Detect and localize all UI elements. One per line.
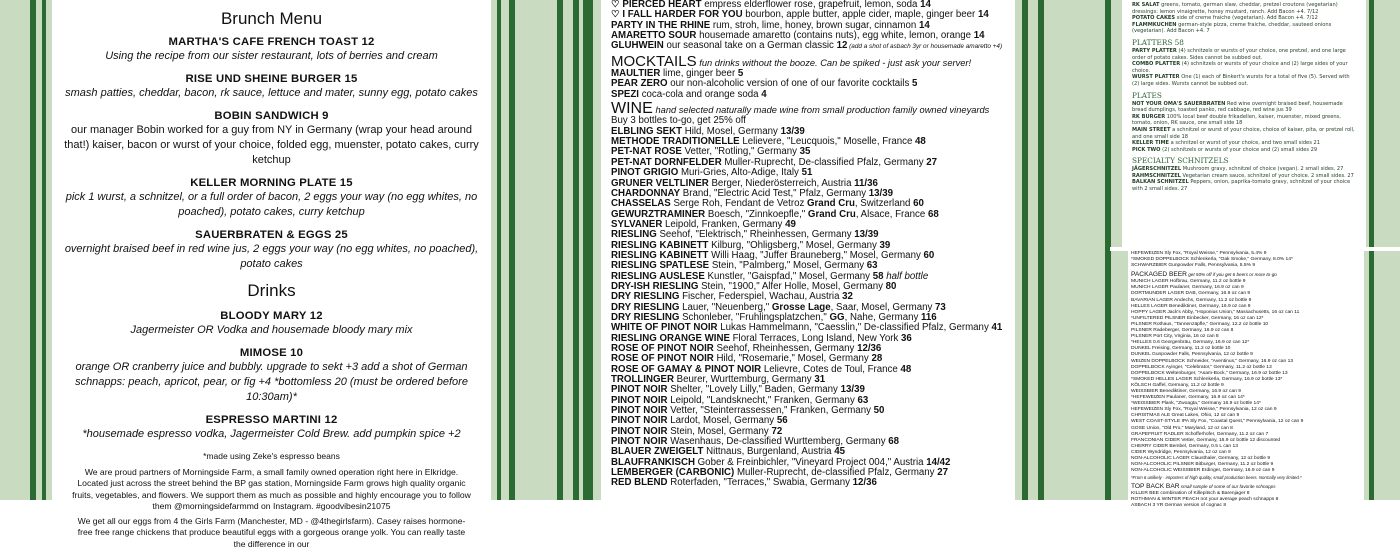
wine-name: ELBLING SEKT xyxy=(611,125,683,137)
packaged-beer-line: HEFEWEIZEN Sly Fox, "Royal Weisse," Pennsylvania, 12 oz can 9 xyxy=(1131,407,1277,413)
wine-description: Hild, Mosel, Germany xyxy=(682,125,781,137)
packaged-beer-line: GRAPEFRUIT RADLER Schofferhofer, Germany, 11.2 oz can 7 xyxy=(1131,431,1269,437)
plates-list xyxy=(1132,101,1358,154)
packaged-beer-list xyxy=(1131,279,1360,474)
mocktail-line xyxy=(611,90,1015,100)
plate-description: Red wine overnight braised beef, housemade bread dumplings, toasted panko, red cabbage, red wine jus 39 xyxy=(1132,100,1343,114)
wine-price: 45 xyxy=(834,446,846,458)
packaged-beer-line: *HEFEWEIZEN Paulaner, Germany, 16.9 oz can 14* xyxy=(1131,395,1245,401)
schnitzels-heading: SPECIALTY SCHNITZELS xyxy=(1132,156,1229,166)
drinks-title: Drinks xyxy=(247,281,296,300)
cocktail-price: 14 xyxy=(977,9,989,21)
wine-list xyxy=(611,127,1015,489)
draft-beer-line: HEFEWEIZEN Sly Fox, "Royal Weisse," Pennsylvania, 5.4% 9 xyxy=(1131,251,1267,256)
wine-description: Lauer, "Neuenberg," xyxy=(679,301,772,313)
schnitzel-line xyxy=(1132,173,1358,180)
side-name: FLAMMKUCHEN xyxy=(1132,21,1177,28)
platter-name: WURST PLATTER xyxy=(1132,74,1180,81)
brunch-drinks-menu xyxy=(52,0,491,549)
mocktails-subtitle: fun drinks without the booze. Can be spiked - just ask your server! xyxy=(699,57,972,68)
schnitzel-line xyxy=(1132,179,1358,192)
wine-designation: Grand Cru xyxy=(807,198,855,210)
farm-partner-paragraph: We are proud partners of Morningside Farm, a small family owned operation right here in Elkridge. Located just across the street behind the BP gas station, Morningside Farm grows high quality organic fruits, vegetables, and flowers. We support them as much as possible and highly encourage you to follow them @morningsidefarmmd on Instagram. #goodvibesin21075 xyxy=(72,467,471,511)
cocktail-price: 14 xyxy=(918,19,930,31)
wine-description: Seehof, Rheinhessen, Germany xyxy=(713,343,858,354)
packaged-beer-line: MUNICH LAGER Paulaner, Germany, 16.9 oz can 9 xyxy=(1131,285,1244,291)
wine-price: 68 xyxy=(888,436,900,448)
wine-price: 56 xyxy=(776,415,788,427)
drink-item-name: ESPRESSO MARTINI 12 xyxy=(205,414,338,426)
wine-price: 39 xyxy=(879,239,891,251)
wine-price: 14/42 xyxy=(926,456,951,468)
packaged-beer-line: HELLES LAGER Benediktiner, Germany, 16.9 oz can 9 xyxy=(1131,303,1251,309)
wine-price: 13/39 xyxy=(868,187,894,199)
wine-description: Vetter, "Rotling," Germany xyxy=(681,146,800,158)
brunch-item-description: smash patties, cheddar, bacon, rk sauce, lettuce and mater, sunny egg, potato cakes xyxy=(65,87,478,99)
cocktail-name: GLUHWEIN xyxy=(611,40,664,52)
wine-price: 48 xyxy=(900,363,912,375)
packaged-beer-line: *HELLES 0.6 Georgenbräu, Germany, 16.9 oz can 12* xyxy=(1131,340,1250,346)
draft-beer-list xyxy=(1131,251,1360,269)
importer-footnote: *From 6 unlikely - importers of high quality, small production beers. Normally very limited.* xyxy=(1131,475,1302,481)
green-border-mid-left-b xyxy=(509,0,515,500)
schnitzel-line xyxy=(1132,166,1358,173)
wine-price: 48 xyxy=(915,136,926,148)
wine-name: GEWURZTRAMINER xyxy=(611,208,706,220)
platters-list xyxy=(1132,48,1358,88)
wine-subtitle: hand selected naturally made wine from small production family owned vineyards xyxy=(655,105,990,116)
wine-name: DRY RIESLING xyxy=(611,301,680,313)
packaged-beer-line: DUNKEL Freising, Germany, 11.2 oz bottle 10 xyxy=(1131,346,1231,352)
wine-description: Gober & Freinbichler, "Vineyard Project 004," Austria xyxy=(694,456,927,468)
side-name: RK SALAT xyxy=(1132,2,1160,8)
beer-menu xyxy=(1128,251,1364,509)
wine-description: Muller-Ruprecht, de-classified Pfalz, Germany xyxy=(734,467,938,479)
wine-description: Berger, Niederösterreich, Austria xyxy=(708,177,855,189)
platter-line xyxy=(1132,74,1358,87)
mocktail-price: 5 xyxy=(912,78,918,90)
platter-name: COMBO PLATTER xyxy=(1132,61,1181,68)
wine-name: DRY RIESLING xyxy=(611,291,680,303)
wine-description: Serge Roh, Fendant de Vetroz xyxy=(670,198,807,210)
wine-description: Muller-Ruprecht, De-classified Pfalz, Germany xyxy=(721,156,927,168)
schnapps-line: KILLER BEE combination of Killepitsch & Barenjager 8 xyxy=(1131,491,1250,497)
cocktail-add-on: (add a shot of asbach 3yr or housemade amaretto +4) xyxy=(847,43,1003,51)
packaged-beer-line: PILSNER Rothaus, "Tannenzäpfle," Germany, 12.2 oz bottle 10 xyxy=(1131,321,1269,327)
platter-line xyxy=(1132,48,1358,61)
wine-description: Wasenhaus, De-classified Wurttemberg, Germany xyxy=(667,436,889,448)
platter-description: One (1) each of Binkert's wursts for a total of five (5). Served with (2) large sides. Wursts cannot be subbed out. xyxy=(1132,74,1350,87)
green-border-left-inner xyxy=(42,0,46,500)
wine-description: Fischer, Federspiel, Wachau, Austria xyxy=(679,291,843,303)
wine-price: 41 xyxy=(991,322,1003,334)
cocktail-name: ♡ I FALL HARDER FOR YOU xyxy=(611,9,743,21)
mocktail-name: MAULTIER xyxy=(611,68,661,80)
wine-description: Nittnaus, Burgenland, Austria xyxy=(703,446,835,458)
wine-price: 35 xyxy=(799,146,811,158)
brunch-item xyxy=(52,73,491,101)
mocktail-description: coca-cola and orange soda xyxy=(639,88,762,100)
drink-item-description: Jagermeister OR Vodka and housemade bloody mary mix xyxy=(130,324,413,336)
wine-price: 12/36 xyxy=(857,343,882,354)
green-border-right-a xyxy=(1022,0,1028,500)
wine-name: DRY RIESLING xyxy=(611,311,680,323)
wine-name: PINOT NOIR xyxy=(611,405,668,417)
side-description: german-style pizza, creme fraiche, cheddar, sauteed onions (vegetarian). Add Bacon +4. 7 xyxy=(1132,21,1332,35)
side-description: side of creme fraiche (vegetarian). Add Bacon +4. 7/12 xyxy=(1175,15,1318,22)
wine-name: RIESLING SPATLESE xyxy=(611,260,710,272)
wine-note: half bottle xyxy=(883,270,929,282)
schnitzel-name: JÄGERSCHNITZEL xyxy=(1132,166,1182,173)
wine-buy-offer: Buy 3 bottles to-go, get 25% off xyxy=(611,115,746,127)
wine-description: Hild, "Rosemarie," Mosel, Germany xyxy=(713,353,872,365)
wine-name: RIESLING AUSLESE xyxy=(611,270,705,282)
drink-item xyxy=(52,310,491,338)
mocktails-title: MOCKTAILS xyxy=(611,52,697,70)
side-line xyxy=(1132,2,1358,15)
wine-name: PINOT NOIR xyxy=(611,425,668,437)
wine-name: BLAUER ZWEIGELT xyxy=(611,446,704,458)
wine-name: CHASSELAS xyxy=(611,198,671,210)
wine-description: Lelievre, Cotes de Toul, France xyxy=(761,363,901,375)
wine-description: Boesch, "Zinnkoepfle," xyxy=(705,208,808,220)
packaged-beer-line: GOSE Union, "Old Pro," Maryland, 12 oz can 8 xyxy=(1131,425,1233,431)
wine-price: 80 xyxy=(885,280,897,292)
top-back-bar-title: TOP BACK BAR xyxy=(1131,483,1180,491)
schnapps-line: ASBACH 3 YR German version of cognac 8 xyxy=(1131,503,1227,509)
plate-line xyxy=(1132,114,1358,127)
wine-name: SYLVANER xyxy=(611,218,663,230)
wine-description: Muri-Gries, Alto-Adige, Italy xyxy=(678,167,802,179)
brunch-item-description: our manager Bobin worked for a guy from NY in Germany (wrap your head around that!) kaiser, bacon or wurst of your choice, folded egg, muenster, potato cakes, curry ketchup xyxy=(64,124,479,166)
side-description: greens, tomato, german slaw, cheddar, pretzel croutons (vegetarian) dressings: lemon vinaigrette, honey mustard, ranch. Add Bacon +4. 7/12 xyxy=(1132,2,1338,15)
wine-name: DRY-ISH RIESLING xyxy=(611,280,699,292)
wine-region: , Switzerland xyxy=(854,198,914,210)
food-menu xyxy=(1122,0,1366,247)
wine-description: Beurer, Wurttemburg, Germany xyxy=(673,374,815,386)
plate-name: RK BURGER xyxy=(1132,113,1166,120)
brunch-item-description: overnight braised beef in red wine jus, 2 eggs your way (no egg whites, no poached), potato cakes xyxy=(64,243,479,270)
egg-farm-paragraph: We get all our eggs from 4 the Girls Farm (Manchester, MD - @4thegirlsfarm). Casey raises hormone-free free range chickens that produce beautiful eggs with a gorgeous orange yolk. You can really taste the difference in our xyxy=(77,516,466,549)
wine-name: PINOT NOIR xyxy=(611,394,668,406)
plate-description: a schnitzel or wurst of your choice, choice of kaiser, pita, or pretzel roll, and one small side 18 xyxy=(1132,126,1355,140)
wine-description: Leipold, Franken, Germany xyxy=(662,218,786,230)
green-border-mid-right-c xyxy=(583,0,593,500)
cocktail-price: 12 xyxy=(836,40,848,52)
cocktail-description: bourbon, apple butter, apple cider, maple, ginger beer xyxy=(742,9,978,21)
wine-name: ROSE OF PINOT NOIR xyxy=(611,353,714,365)
drink-item xyxy=(52,414,491,442)
wine-description: Vetter, "Steinterrassessen," Franken, Germany xyxy=(667,405,874,417)
wine-price: 60 xyxy=(913,198,924,210)
mocktail-name: PEAR ZERO xyxy=(611,78,668,90)
packaged-beer-line: NON-ALCOHOLIC WEISSBIER Erdinger, Germany, 16.9 oz can 9 xyxy=(1131,468,1275,474)
wine-price: 50 xyxy=(873,405,885,417)
wine-price: 49 xyxy=(785,218,796,230)
wine-designation: Grand Cru xyxy=(807,208,856,220)
brunch-items xyxy=(52,36,491,272)
plate-description: 100% local beef double frikadellen, kaiser, muenster, mixed greens, tomato, onion, RK sauce, one small side 18 xyxy=(1132,113,1341,127)
salads-sides-list xyxy=(1132,2,1358,35)
wine-price: 11/36 xyxy=(854,177,878,189)
wine-description: Schonleber, "Fruhlingsplatzchen," xyxy=(679,311,830,323)
cocktail-description: rum, stroh, lime, honey, brown sugar, cinnamon xyxy=(710,19,919,31)
brunch-item-name: MARTHA'S CAFE FRENCH TOAST 12 xyxy=(168,36,375,48)
cocktail-name: ♡ PIERCED HEART xyxy=(611,0,702,10)
draft-beer-line: *SMOKED DOPPELBOCK Schlenkerla, "Oak Smoke," Germany, 8.0% 14* xyxy=(1131,257,1293,263)
green-border-mid-right-b xyxy=(573,0,579,500)
wine-price: 28 xyxy=(871,353,883,365)
wine-name: WHITE OF PINOT NOIR xyxy=(611,322,718,334)
packaged-beer-line: WEST COAST-STYLE IPA Sly Fox, "Coastal Quest," Pennsylvania, 12 oz can 9 xyxy=(1131,419,1304,425)
platter-description: (4) schnitzels or wursts of your choice and (2) large sides of your choice. xyxy=(1132,61,1348,74)
wine-price: 58 xyxy=(872,270,884,282)
wine-name: PET-NAT ROSE xyxy=(611,146,682,158)
wine-price: 31 xyxy=(814,374,826,386)
wine-price: 73 xyxy=(935,301,946,313)
top-back-bar-subtitle: small sample of some of our favorite schnapps xyxy=(1179,484,1276,490)
packaged-beer-line: DORTMUNDER LAGER DAB, Germany, 16.9 oz can 9 xyxy=(1131,291,1251,297)
wine-price: 116 xyxy=(921,311,937,323)
wine-name: ROSE OF PINOT NOIR xyxy=(611,343,714,354)
mocktail-list xyxy=(611,69,1015,100)
packaged-beer-line: KÖLSCH Gaffel, Germany, 11.2 oz bottle 9 xyxy=(1131,382,1224,388)
packaged-beer-line: PILSNER Port City, Virginia, 16 oz can 8 xyxy=(1131,334,1219,340)
wine-price: 68 xyxy=(927,208,939,220)
wine-name: PINOT NOIR xyxy=(611,415,668,427)
schnitzel-name: BALKAN SCHNITZEL xyxy=(1132,179,1189,186)
plate-description: (2) schnitzels or wursts of your choice and (2) small sides 29 xyxy=(1160,146,1318,153)
platter-description: (4) schnitzels or wursts of your choice, one pretzel, and one large order of potato cakes. Sides cannot be subbed out. xyxy=(1132,47,1346,61)
plate-line xyxy=(1132,140,1358,147)
mocktail-description: our non-alcoholic version of one of our favorite cocktails xyxy=(667,78,912,90)
packaged-beer-line: CIDER Wyndridge, Pennsylvania, 12 oz can 9 xyxy=(1131,449,1231,455)
side-line xyxy=(1132,15,1358,22)
brunch-item-name: BOBIN SANDWICH 9 xyxy=(214,110,329,122)
drink-item-description: orange OR cranberry juice and bubbly. upgrade to sekt +3 add a shot of German schnapps: peach, apricot, pear, or fig +4 *bottomless 20 (must be ordered before 10:30am)* xyxy=(75,361,468,403)
side-name: POTATO CAKES xyxy=(1132,15,1176,22)
wine-description: Seehof, "Elektrisch," Rheinhessen, Germany xyxy=(656,229,855,241)
plate-name: KELLER TIME xyxy=(1132,140,1170,147)
wine-description: Stein, Mosel, Germany xyxy=(667,425,772,437)
drink-item-description: *housemade espresso vodka, Jagermeister Cold Brew. add pumpkin spice +2 xyxy=(82,428,461,440)
drink-items xyxy=(52,310,491,442)
cocktail-name: PARTY IN THE RHINE xyxy=(611,19,711,31)
espresso-note: *made using Zeke's espresso beans xyxy=(203,451,340,461)
mocktail-name: SPEZI xyxy=(611,88,639,100)
cocktail-price: 14 xyxy=(973,30,985,42)
packaged-beer-line: CHERRY CIDER Bembel, Germany, 0.5 L can 13 xyxy=(1131,443,1238,449)
wine-name: LEMBERGER (CARBONIC) xyxy=(611,467,735,479)
wine-price: 27 xyxy=(926,156,938,168)
wine-name: PINOT GRIGIO xyxy=(611,167,679,179)
wine-name: METHODE TRADITIONELLE xyxy=(611,136,740,148)
wine-designation: Grosse Lage xyxy=(771,301,831,313)
wine-price: 13/39 xyxy=(840,384,865,396)
platter-name: PARTY PLATTER xyxy=(1132,47,1177,54)
wine-name: RIESLING KABINETT xyxy=(611,249,709,261)
wine-price: 72 xyxy=(771,425,783,437)
wine-description: Lelievere, "Leucquois," Moselle, France xyxy=(739,136,916,148)
wine-description: Shelter, "Lovely Lilly," Baden, Germany xyxy=(667,384,841,396)
wine-price: 60 xyxy=(923,249,935,261)
packaged-beer-line: DOPPELBOCK Ayinger, "Celebrator," Germany, 11.2 oz bottle 13 xyxy=(1131,364,1272,370)
wine-description: Willi Haag, "Juffer Brauneberg," Mosel, Germany xyxy=(708,249,924,261)
plate-line xyxy=(1132,101,1358,114)
plate-name: MAIN STREET xyxy=(1132,126,1171,133)
schnitzel-description: Mushroom gravy, schnitzel of choice (vegan). 2 small sides. 27 xyxy=(1181,166,1344,173)
mocktail-price: 5 xyxy=(737,68,744,80)
packaged-beer-line: WEIZEN DOPPELBOCK Schneider, "Aventinus," Germany, 16.9 oz can 13 xyxy=(1131,358,1294,364)
mocktail-price: 4 xyxy=(761,88,767,100)
wine-description: Kilburg, "Ohligsberg," Mosel, Germany xyxy=(708,239,880,251)
packaged-beer-line: NON-ALCOHOLIC LAGER Clausthaler, Germany, 12 oz bottle 9 xyxy=(1131,456,1271,461)
wine-name: CHARDONNAY xyxy=(611,187,681,199)
brunch-item-name: KELLER MORNING PLATE 15 xyxy=(190,177,353,189)
packaged-beer-subtitle: get 50% off if you get 6 beers or more to-go xyxy=(1186,272,1277,278)
packaged-beer-line: FRANCONIAN CIDER Vetter, Germany, 16.9 oz bottle 12 discounted xyxy=(1131,437,1281,443)
brunch-item-description: pick 1 wurst, a schnitzel, or a full order of bacon, 2 eggs your way (no egg whites, no poached), potato cakes, curry ketchup xyxy=(65,191,478,218)
schnitzel-description: Peppers, onion, paprika-tomato gravy, schnitzel of your choice with 2 small sides. 27 xyxy=(1132,179,1351,193)
green-border-left-outer xyxy=(30,0,36,500)
cocktail-name: AMARETTO SOUR xyxy=(611,30,697,42)
cocktail-wine-menu xyxy=(601,0,1015,500)
wine-name: PET-NAT DORNFELDER xyxy=(611,156,722,168)
wine-price: 63 xyxy=(857,394,869,406)
drink-item xyxy=(52,347,491,405)
plate-name: PICK TWO xyxy=(1132,146,1161,153)
brunch-item xyxy=(52,110,491,168)
wine-price: 27 xyxy=(937,467,949,479)
wine-price: 51 xyxy=(801,167,813,179)
cocktail-description: our seasonal take on a German classic xyxy=(663,40,837,52)
schnitzel-description: Vegetarian cream sauce, schnitzel of your choice. 2 small sides. 27 xyxy=(1180,172,1354,179)
cocktail-line xyxy=(611,41,1015,52)
plate-line xyxy=(1132,147,1358,154)
wine-name: RIESLING KABINETT xyxy=(611,239,709,251)
wine-description: Leipold, "Landsknecht," Franken, Germany xyxy=(667,394,858,406)
wine-name: TROLLINGER xyxy=(611,374,674,386)
wine-name: RIESLING xyxy=(611,229,657,241)
schnapps-list xyxy=(1131,491,1360,509)
cocktail-description: housemade amaretto (contains nuts), egg white, lemon, orange xyxy=(696,30,974,42)
wine-description: Stein, "Palmberg," Mosel, Germany xyxy=(709,260,867,272)
packaged-beer-line: DOPPELBOCK Weltenburger, "Asam-Bock," Germany, 16.9 oz bottle 13 xyxy=(1131,370,1288,376)
packaged-beer-title: PACKAGED BEER xyxy=(1131,271,1187,279)
wine-region: , Saar, Mosel, Germany xyxy=(830,301,936,313)
wine-name: PINOT NOIR xyxy=(611,436,668,448)
wine-description: Kunstler, "Gaispfad," Mosel, Germany xyxy=(704,270,873,282)
packaged-beer-line: DUNKEL Gunpowder Falls, Pennsylvania, 12 oz bottle 9 xyxy=(1131,352,1253,358)
brunch-item xyxy=(52,177,491,220)
packaged-beer-line: CHRISTMAS ALE Great Lakes, Ohio, 12 oz can 9 xyxy=(1131,413,1240,419)
green-border-mid-right-a xyxy=(557,0,563,500)
packaged-beer-line: WEISSBIER Benediktiner, Germany, 16.9 oz can 9 xyxy=(1131,388,1241,394)
wine-name: RED BLEND xyxy=(611,477,668,489)
brunch-item-name: RISE UND SHEINE BURGER 15 xyxy=(185,73,358,85)
wine-title: WINE xyxy=(611,100,653,118)
wine-region: , Nahe, Germany xyxy=(844,311,922,323)
wine-description: Roterfaden, "Terraces," Swabia, Germany xyxy=(667,477,853,489)
wine-region: , Alsace, France xyxy=(855,208,928,220)
brunch-item-name: SAUERBRATEN & EGGS 25 xyxy=(195,229,348,241)
wine-name: ROSE OF GAMAY & PINOT NOIR xyxy=(611,363,762,375)
green-border-right-b xyxy=(1038,0,1044,500)
packaged-beer-line: BAVARIAN LAGER Andechs, Germany, 11.2 oz bottle 9 xyxy=(1131,297,1252,303)
drink-item-name: MIMOSE 10 xyxy=(239,347,304,359)
brunch-menu-title: Brunch Menu xyxy=(220,9,323,28)
platter-line xyxy=(1132,61,1358,74)
wine-line xyxy=(611,478,1015,488)
wine-description: Stein, "1900," Alfer Holle, Mosel, Germany xyxy=(698,280,886,292)
wine-price: 12/36 xyxy=(852,477,877,489)
side-line xyxy=(1132,22,1358,35)
plate-line xyxy=(1132,127,1358,140)
brunch-item xyxy=(52,36,491,64)
packaged-beer-line: HOPPY LAGER Jack's Abby, "Hoponius Union," Massachusetts, 16 oz can 11 xyxy=(1131,309,1300,315)
packaged-beer-line: *SMOKED HELLES LAGER Schlenkerla, Germany, 16.9 oz bottle 13* xyxy=(1131,376,1283,382)
plate-name: NOT YOUR OMA'S SAUERBRATEN xyxy=(1132,100,1226,107)
wine-price: 13/39 xyxy=(780,125,805,137)
plates-heading: PLATES xyxy=(1132,90,1162,100)
wine-price: 63 xyxy=(866,260,878,272)
schnapps-line: ROTHMAN & WINTER PEACH not your average peach schnapps 8 xyxy=(1131,497,1279,503)
plate-description: a schnitzel or wurst of your choice, and two small sides 21 xyxy=(1169,140,1320,147)
brunch-item-description: Using the recipe from our sister restaurant, lots of berries and cream xyxy=(105,50,438,62)
brunch-item xyxy=(52,229,491,272)
mocktail-description: lime, ginger beer xyxy=(660,68,738,80)
wine-price: 13/39 xyxy=(854,229,879,241)
cocktail-list xyxy=(611,0,1015,53)
wine-name: RIESLING ORANGE WINE xyxy=(611,332,730,344)
wine-description: Lukas Hammelmann, "Caesslin," De-classified Pfalz, Germany xyxy=(717,322,992,334)
cocktail-price: 14 xyxy=(920,0,931,10)
wine-price: 32 xyxy=(842,291,853,303)
green-border-mid-left-a xyxy=(497,0,501,500)
wine-name: PINOT NOIR xyxy=(611,384,668,396)
wine-description: Floral Terraces, Long Island, New York xyxy=(729,332,902,344)
schnitzel-name: RAHMSCHNITZEL xyxy=(1132,172,1181,179)
draft-beer-line: SCHWARZBIER Gunpowder Falls, Pennsylvania, 5.5% 9 xyxy=(1131,263,1256,269)
cocktail-description: empress elderflower rose, grapefruit, lemon, soda xyxy=(701,0,921,10)
wine-description: Lardot, Mosel, Germany xyxy=(667,415,777,427)
wine-name: BLAUFRANKISCH xyxy=(611,456,695,468)
drink-item-name: BLOODY MARY 12 xyxy=(220,310,323,322)
wine-designation: GG xyxy=(829,311,845,323)
wine-price: 36 xyxy=(901,332,912,344)
wine-name: GRUNER VELTLINER xyxy=(611,177,709,189)
platters-heading: PLATTERS 58 xyxy=(1132,37,1184,47)
packaged-beer-line: *WEISSBIER Plank, "Zwoagta," Germany 16.9 oz bottle 14* xyxy=(1131,401,1261,407)
wine-description: Brand, "Electric Acid Test," Pfalz, Germany xyxy=(680,187,869,199)
packaged-beer-line: *UNFILTERED PILSNER Einbecker, Germany, 16 oz can 12* xyxy=(1131,315,1264,321)
packaged-beer-line: NON-ALCOHOLIC PILSNER Bitburger, Germany, 11.2 oz bottle 9 xyxy=(1131,462,1274,468)
packaged-beer-line: MUNICH LAGER Hofbrau, Germany, 11.2 oz bottle 9 xyxy=(1131,279,1246,285)
packaged-beer-line: PILSNER Radeberger, Germany, 16.9 oz can 8 xyxy=(1131,328,1234,334)
schnitzels-list xyxy=(1132,166,1358,192)
